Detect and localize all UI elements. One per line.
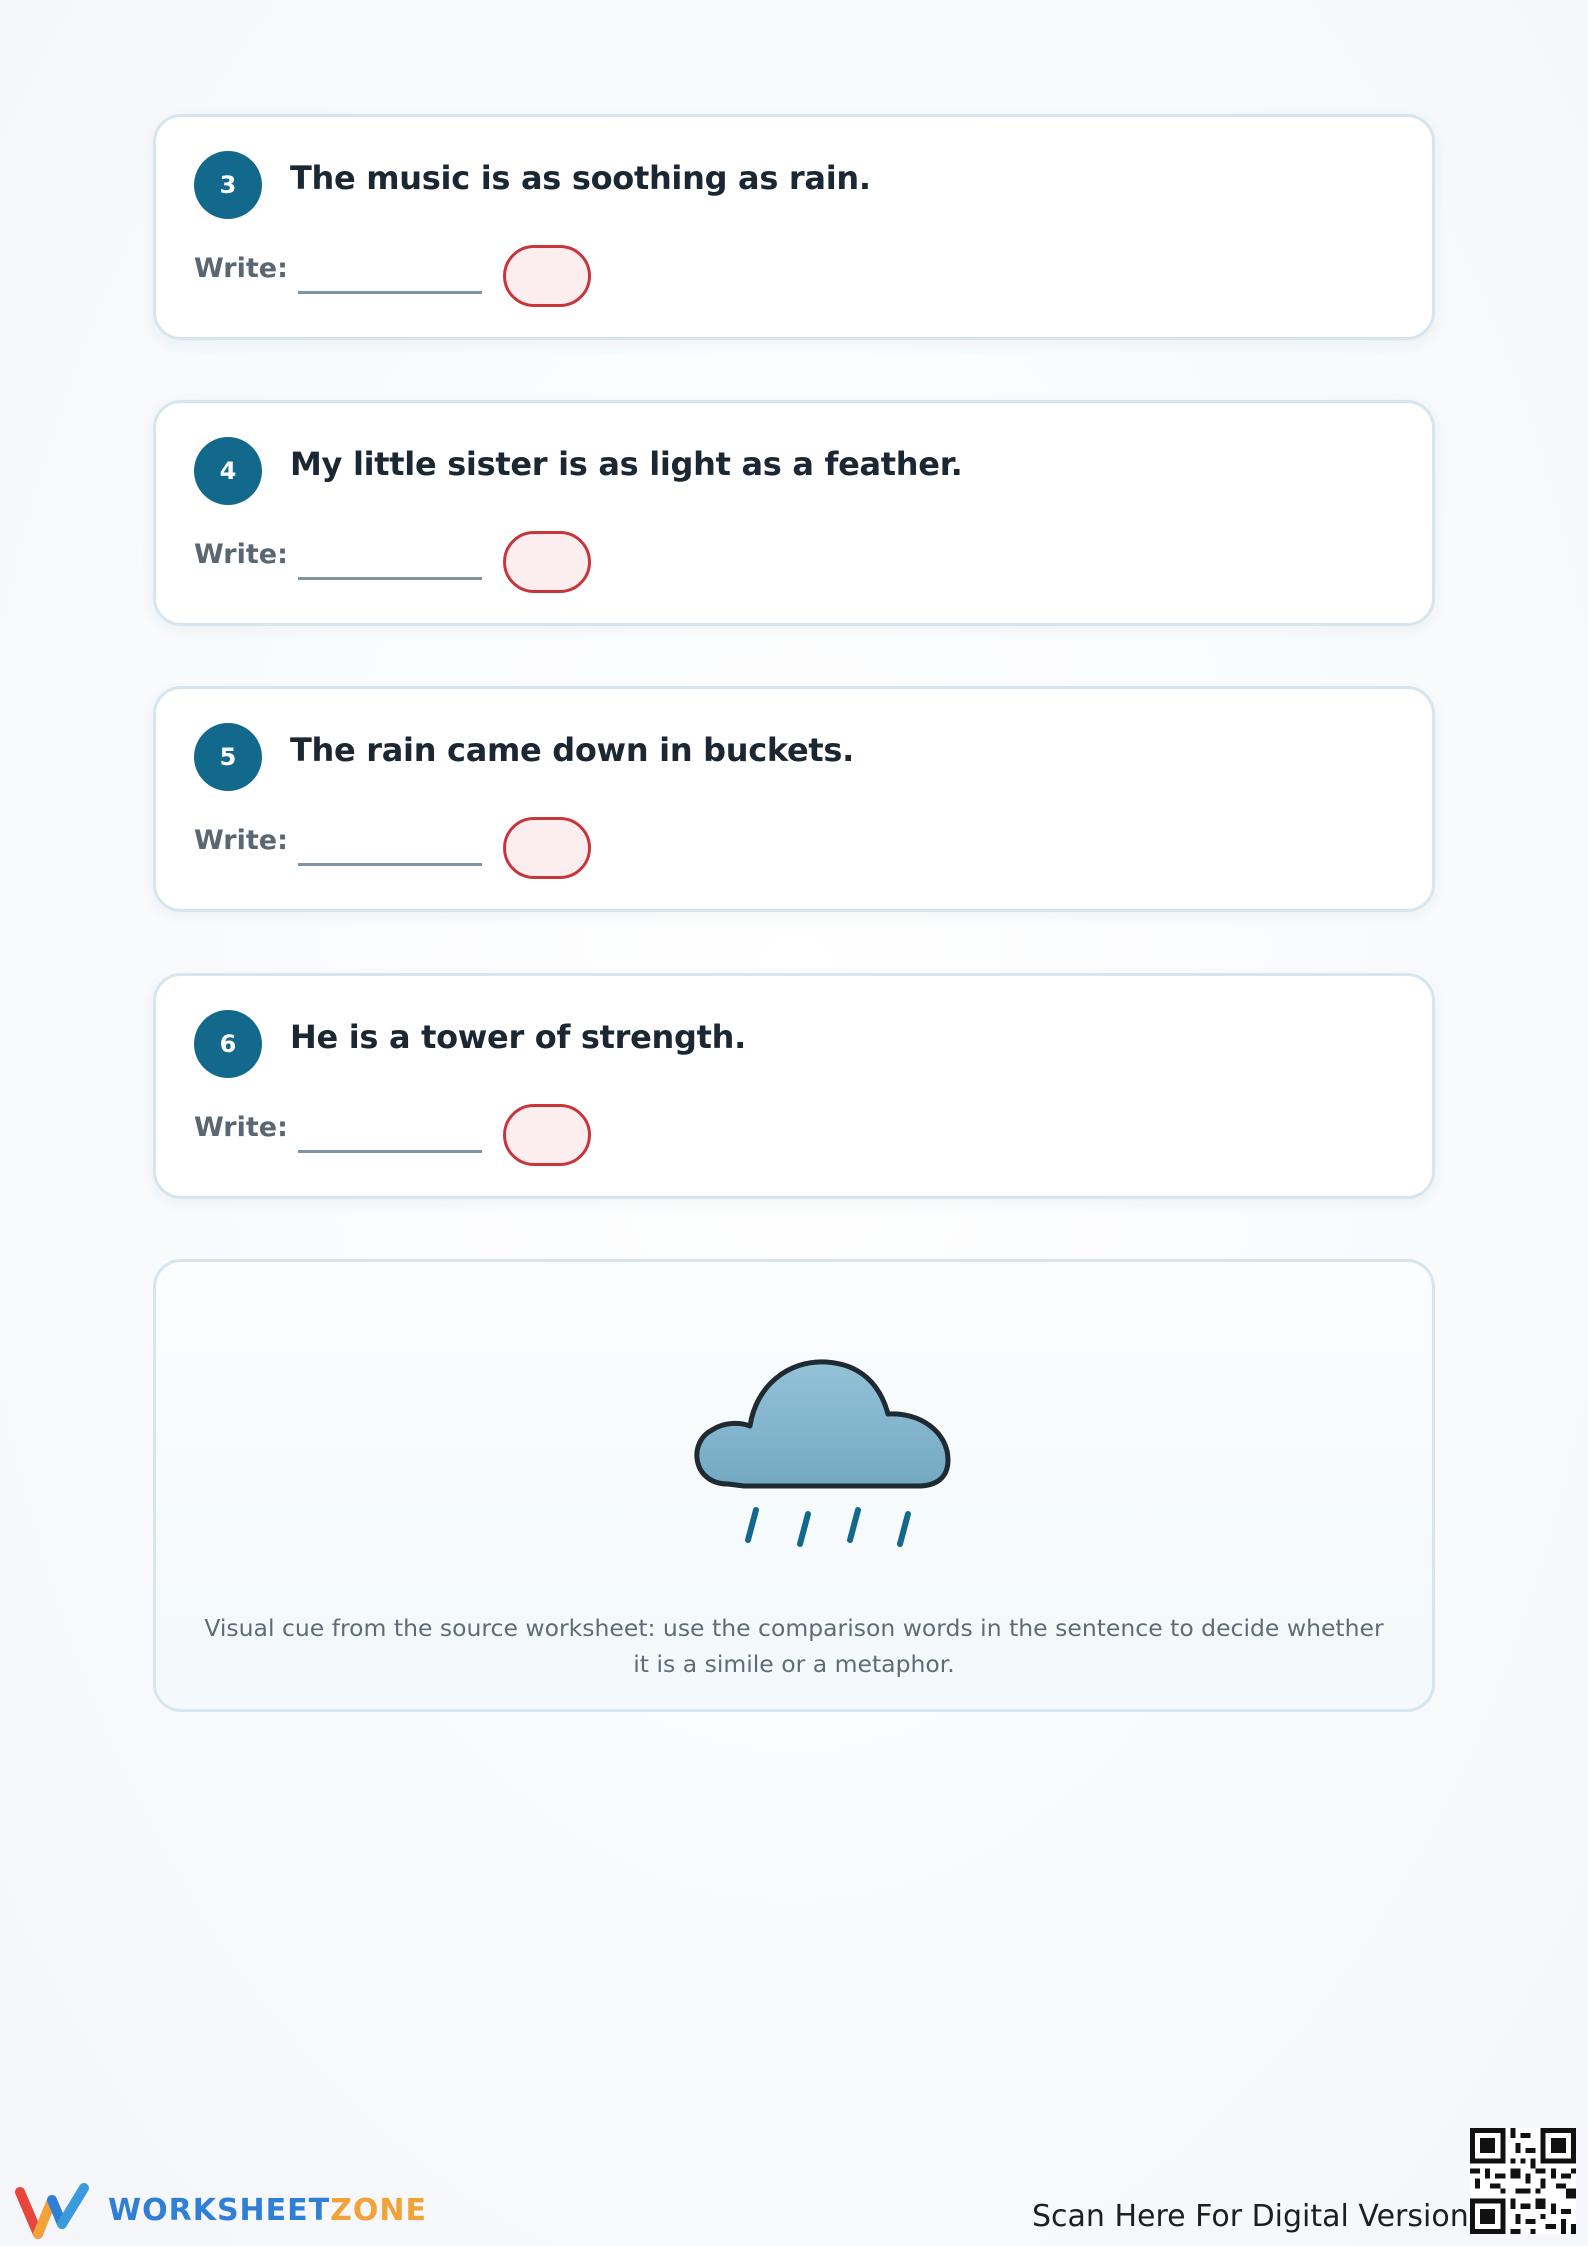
question-card-5 (153, 686, 1435, 912)
question-sentence: My little sister is as light as a feather. (290, 445, 963, 483)
brand-name-part1: WORKSHEET (108, 2192, 331, 2228)
question-card-6 (153, 973, 1435, 1199)
question-number-badge: 6 (194, 1010, 262, 1078)
answer-line[interactable] (298, 863, 482, 866)
qr-code-icon[interactable] (1470, 2128, 1576, 2234)
answer-line[interactable] (298, 577, 482, 580)
question-sentence: He is a tower of strength. (290, 1018, 746, 1056)
question-card-3 (153, 114, 1435, 340)
answer-box[interactable] (503, 245, 591, 307)
question-sentence: The rain came down in buckets. (290, 731, 855, 769)
visual-cue-card (153, 1259, 1435, 1712)
logo-mark-icon (14, 2180, 94, 2240)
write-label: Write: (194, 825, 288, 856)
brand-name (108, 2193, 427, 2228)
brand-name-part2: ZONE (330, 2192, 427, 2228)
write-label: Write: (194, 253, 288, 284)
question-number-badge: 3 (194, 151, 262, 219)
answer-box[interactable] (503, 1104, 591, 1166)
question-card-4 (153, 400, 1435, 626)
worksheetzone-logo[interactable] (14, 2180, 427, 2240)
scan-instruction: Scan Here For Digital Version (1032, 2199, 1469, 2234)
question-number-badge: 5 (194, 723, 262, 791)
question-sentence: The music is as soothing as rain. (290, 159, 871, 197)
visual-cue-caption: Visual cue from the source worksheet: use the comparison words in the sentence to decide whether it is a simile or a metaphor. (204, 1614, 1384, 1678)
answer-line[interactable] (298, 1150, 482, 1153)
answer-line[interactable] (298, 291, 482, 294)
answer-box[interactable] (503, 531, 591, 593)
rain-cloud-icon (684, 1314, 964, 1574)
answer-box[interactable] (503, 817, 591, 879)
write-label: Write: (194, 539, 288, 570)
write-label: Write: (194, 1112, 288, 1143)
question-number-badge: 4 (194, 437, 262, 505)
